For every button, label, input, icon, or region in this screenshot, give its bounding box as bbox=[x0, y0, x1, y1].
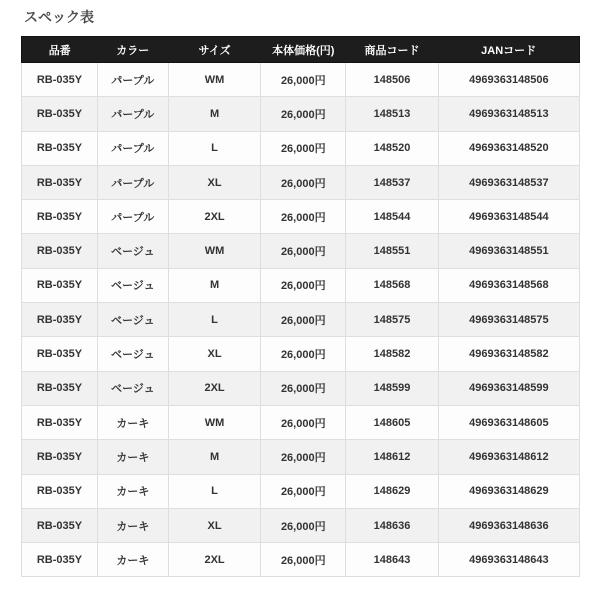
table-cell-color: パープル bbox=[97, 165, 168, 199]
table-cell-product-code: 148643 bbox=[346, 543, 439, 577]
table-cell-product-code: 148568 bbox=[346, 268, 439, 302]
table-cell-item-number: RB-035Y bbox=[22, 474, 98, 508]
table-cell-jan-code: 4969363148636 bbox=[438, 508, 579, 542]
table-cell-product-code: 148520 bbox=[346, 131, 439, 165]
table-cell-jan-code: 4969363148520 bbox=[438, 131, 579, 165]
table-cell-color: ベージュ bbox=[97, 371, 168, 405]
page-title: スペック表 bbox=[24, 9, 94, 25]
table-row bbox=[22, 268, 580, 302]
table-row bbox=[22, 131, 580, 165]
table-row bbox=[22, 371, 580, 405]
table-cell-size: 2XL bbox=[168, 200, 261, 234]
column-header-size: サイズ bbox=[168, 37, 261, 63]
table-cell-color: ベージュ bbox=[97, 337, 168, 371]
table-cell-jan-code: 4969363148568 bbox=[438, 268, 579, 302]
table-cell-jan-code: 4969363148599 bbox=[438, 371, 579, 405]
table-cell-color: カーキ bbox=[97, 440, 168, 474]
table-cell-price: 26,000円 bbox=[261, 234, 346, 268]
table-cell-size: M bbox=[168, 97, 261, 131]
table-cell-price: 26,000円 bbox=[261, 474, 346, 508]
table-cell-color: カーキ bbox=[97, 405, 168, 439]
table-cell-item-number: RB-035Y bbox=[22, 165, 98, 199]
table-cell-price: 26,000円 bbox=[261, 405, 346, 439]
table-cell-price: 26,000円 bbox=[261, 63, 346, 97]
table-row bbox=[22, 303, 580, 337]
table-cell-size: 2XL bbox=[168, 543, 261, 577]
table-row bbox=[22, 97, 580, 131]
table-cell-color: カーキ bbox=[97, 543, 168, 577]
table-cell-product-code: 148605 bbox=[346, 405, 439, 439]
column-header-item-number: 品番 bbox=[22, 37, 98, 63]
table-cell-price: 26,000円 bbox=[261, 97, 346, 131]
table-cell-size: L bbox=[168, 474, 261, 508]
table-cell-jan-code: 4969363148612 bbox=[438, 440, 579, 474]
table-row bbox=[22, 234, 580, 268]
table-cell-product-code: 148599 bbox=[346, 371, 439, 405]
column-header-jan-code: JANコード bbox=[438, 37, 579, 63]
table-cell-price: 26,000円 bbox=[261, 165, 346, 199]
table-cell-product-code: 148506 bbox=[346, 63, 439, 97]
column-header-price: 本体価格(円) bbox=[261, 37, 346, 63]
table-cell-color: パープル bbox=[97, 200, 168, 234]
table-cell-item-number: RB-035Y bbox=[22, 234, 98, 268]
table-cell-item-number: RB-035Y bbox=[22, 63, 98, 97]
spec-table-header bbox=[22, 37, 580, 63]
table-cell-color: ベージュ bbox=[97, 268, 168, 302]
table-cell-size: L bbox=[168, 303, 261, 337]
table-cell-product-code: 148551 bbox=[346, 234, 439, 268]
table-row bbox=[22, 440, 580, 474]
table-cell-size: WM bbox=[168, 234, 261, 268]
table-cell-item-number: RB-035Y bbox=[22, 268, 98, 302]
table-cell-jan-code: 4969363148537 bbox=[438, 165, 579, 199]
table-cell-item-number: RB-035Y bbox=[22, 508, 98, 542]
table-cell-size: XL bbox=[168, 508, 261, 542]
table-row bbox=[22, 337, 580, 371]
table-cell-item-number: RB-035Y bbox=[22, 543, 98, 577]
table-cell-price: 26,000円 bbox=[261, 303, 346, 337]
table-cell-product-code: 148636 bbox=[346, 508, 439, 542]
spec-table-body bbox=[22, 63, 580, 577]
table-cell-size: 2XL bbox=[168, 371, 261, 405]
table-cell-size: XL bbox=[168, 165, 261, 199]
table-cell-product-code: 148544 bbox=[346, 200, 439, 234]
table-cell-color: ベージュ bbox=[97, 303, 168, 337]
table-row bbox=[22, 165, 580, 199]
table-cell-color: カーキ bbox=[97, 474, 168, 508]
table-cell-price: 26,000円 bbox=[261, 268, 346, 302]
table-cell-size: M bbox=[168, 440, 261, 474]
table-row bbox=[22, 200, 580, 234]
table-cell-price: 26,000円 bbox=[261, 337, 346, 371]
table-row bbox=[22, 474, 580, 508]
spec-table bbox=[21, 36, 580, 577]
table-cell-jan-code: 4969363148551 bbox=[438, 234, 579, 268]
table-cell-color: パープル bbox=[97, 131, 168, 165]
table-cell-size: L bbox=[168, 131, 261, 165]
table-row bbox=[22, 63, 580, 97]
table-cell-jan-code: 4969363148643 bbox=[438, 543, 579, 577]
table-cell-item-number: RB-035Y bbox=[22, 371, 98, 405]
table-cell-jan-code: 4969363148582 bbox=[438, 337, 579, 371]
table-row bbox=[22, 543, 580, 577]
table-cell-product-code: 148612 bbox=[346, 440, 439, 474]
table-cell-price: 26,000円 bbox=[261, 371, 346, 405]
table-cell-color: パープル bbox=[97, 97, 168, 131]
column-header-color: カラー bbox=[97, 37, 168, 63]
table-cell-product-code: 148537 bbox=[346, 165, 439, 199]
table-cell-color: パープル bbox=[97, 63, 168, 97]
table-cell-jan-code: 4969363148575 bbox=[438, 303, 579, 337]
table-cell-price: 26,000円 bbox=[261, 543, 346, 577]
table-cell-item-number: RB-035Y bbox=[22, 440, 98, 474]
header-row bbox=[22, 37, 580, 63]
table-cell-price: 26,000円 bbox=[261, 200, 346, 234]
table-cell-item-number: RB-035Y bbox=[22, 200, 98, 234]
table-cell-jan-code: 4969363148629 bbox=[438, 474, 579, 508]
table-cell-size: WM bbox=[168, 405, 261, 439]
table-cell-jan-code: 4969363148513 bbox=[438, 97, 579, 131]
table-cell-price: 26,000円 bbox=[261, 508, 346, 542]
table-cell-size: WM bbox=[168, 63, 261, 97]
table-cell-product-code: 148575 bbox=[346, 303, 439, 337]
table-cell-price: 26,000円 bbox=[261, 131, 346, 165]
table-cell-price: 26,000円 bbox=[261, 440, 346, 474]
table-row bbox=[22, 508, 580, 542]
table-cell-jan-code: 4969363148544 bbox=[438, 200, 579, 234]
table-cell-product-code: 148582 bbox=[346, 337, 439, 371]
table-cell-item-number: RB-035Y bbox=[22, 337, 98, 371]
table-cell-jan-code: 4969363148605 bbox=[438, 405, 579, 439]
table-cell-item-number: RB-035Y bbox=[22, 131, 98, 165]
table-cell-color: カーキ bbox=[97, 508, 168, 542]
table-cell-item-number: RB-035Y bbox=[22, 405, 98, 439]
table-cell-product-code: 148629 bbox=[346, 474, 439, 508]
table-cell-item-number: RB-035Y bbox=[22, 97, 98, 131]
table-cell-item-number: RB-035Y bbox=[22, 303, 98, 337]
table-cell-product-code: 148513 bbox=[346, 97, 439, 131]
table-cell-color: ベージュ bbox=[97, 234, 168, 268]
table-row bbox=[22, 405, 580, 439]
table-cell-size: M bbox=[168, 268, 261, 302]
table-cell-jan-code: 4969363148506 bbox=[438, 63, 579, 97]
column-header-product-code: 商品コード bbox=[346, 37, 439, 63]
table-cell-size: XL bbox=[168, 337, 261, 371]
